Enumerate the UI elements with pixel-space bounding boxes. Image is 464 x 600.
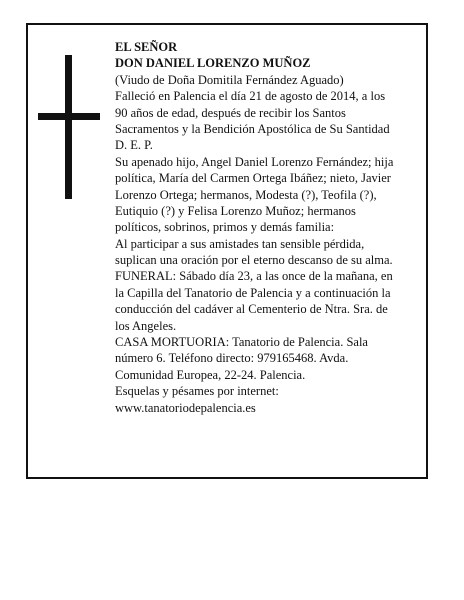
- family-line: política, María del Carmen Ortega Ibáñez; nieto, Javier: [115, 171, 391, 186]
- funeral-line: la Capilla del Tanatorio de Palencia y a continuación la: [115, 285, 391, 300]
- death-announcement-line: 90 años de edad, después de recibir los Santos: [115, 105, 346, 120]
- latin-cross-icon: [38, 55, 100, 199]
- rip-line: D. E. P.: [115, 138, 153, 153]
- deceased-name: DON DANIEL LORENZO MUÑOZ: [115, 56, 311, 71]
- death-announcement-line: Falleció en Palencia el día 21 de agosto de 2014, a los: [115, 89, 386, 104]
- obituary-text: [115, 39, 420, 416]
- widower-line: (Viudo de Doña Domitila Fernández Aguado): [115, 72, 344, 87]
- cross-horizontal-bar: [38, 113, 100, 120]
- death-announcement-line: Sacramentos y la Bendición Apostólica de Su Santidad: [115, 121, 390, 136]
- mortuary-line: CASA MORTUORIA: Tanatorio de Palencia. Sala: [115, 335, 368, 350]
- prayer-request-line: Al participar a sus amistades tan sensible pérdida,: [115, 236, 365, 251]
- funeral-line: FUNERAL: Sábado día 23, a las once de la mañana, en: [115, 269, 393, 284]
- family-line: Eutiquio (?) y Felisa Lorenzo Muñoz; hermanos: [115, 203, 356, 218]
- obituary-notice: [26, 23, 428, 479]
- mortuary-line: número 6. Teléfono directo: 979165468. Avda.: [115, 351, 349, 366]
- family-line: Su apenado hijo, Angel Daniel Lorenzo Fernández; hija: [115, 154, 394, 169]
- family-line: políticos, sobrinos, primos y demás familia:: [115, 220, 335, 235]
- website-line: www.tanatoriodepalencia.es: [115, 400, 256, 415]
- prayer-request-line: suplican una oración por el eterno descanso de su alma.: [115, 253, 393, 268]
- condolences-line: Esquelas y pésames por internet:: [115, 384, 279, 399]
- funeral-line: los Angeles.: [115, 318, 177, 333]
- mortuary-line: Comunidad Europea, 22-24. Palencia.: [115, 367, 306, 382]
- funeral-line: conducción del cadáver al Cementerio de Ntra. Sra. de: [115, 302, 388, 317]
- family-line: Lorenzo Ortega; hermanos, Modesta (?), Teofila (?),: [115, 187, 377, 202]
- obituary-title-line: EL SEÑOR: [115, 40, 178, 54]
- cross-vertical-bar: [65, 55, 72, 199]
